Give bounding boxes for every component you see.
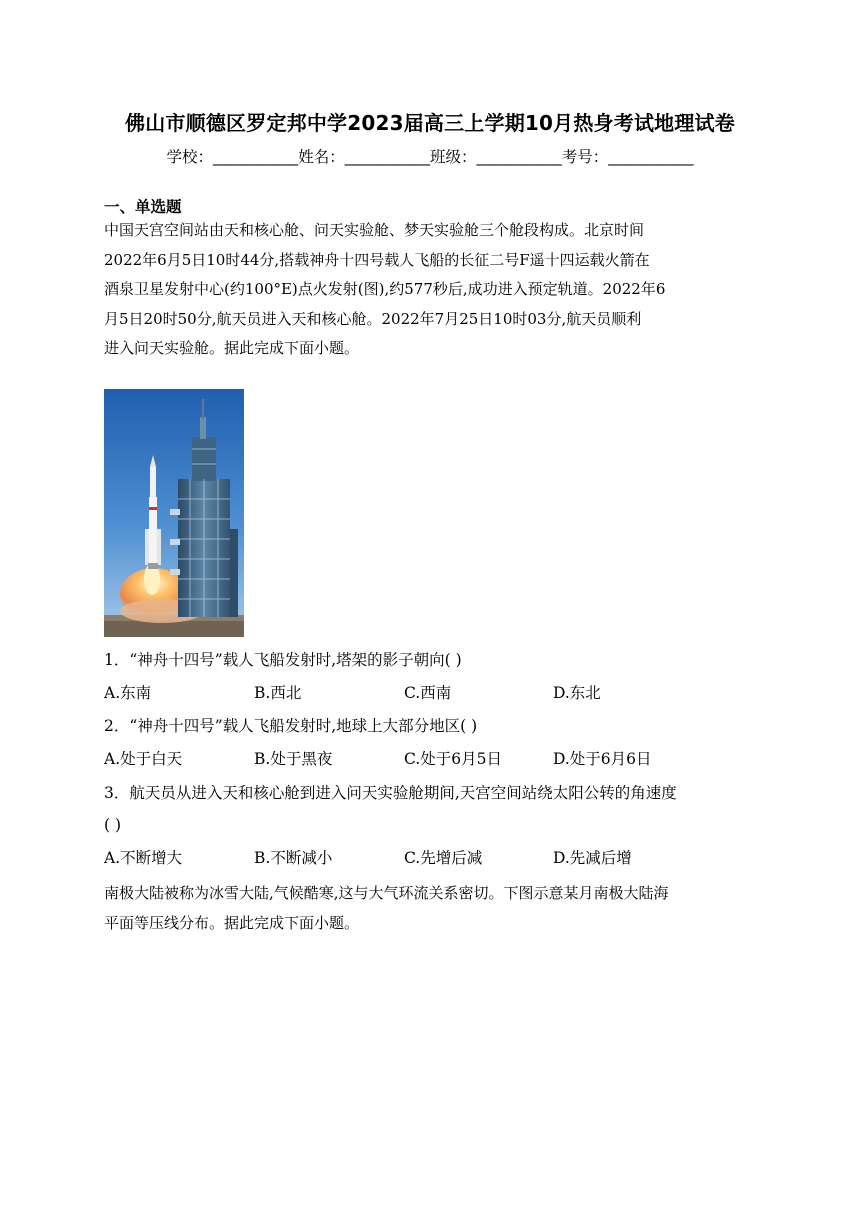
passage-line: 酒泉卫星发射中心(约100°E)点火发射(图),约577秒后,成功进入预定轨道。2022年6 xyxy=(104,280,666,298)
passage-line: 进入问天实验舱。据此完成下面小题。 xyxy=(104,339,360,357)
passage-line: 中国天宫空间站由天和核心舱、问天实验舱、梦天实验舱三个舱段构成。北京时间 xyxy=(104,221,645,239)
question-2-options xyxy=(104,747,760,771)
option-c: C.西南 xyxy=(404,684,452,702)
option-c: C.先增后减 xyxy=(404,849,483,867)
exam-title: 佛山市顺德区罗定邦中学2023届高三上学期10月热身考试地理试卷 xyxy=(125,111,735,135)
student-info-line: 学校：___________姓名：___________班级：___________考号：___________ xyxy=(166,148,694,166)
question-3-stem-continued: ( ) xyxy=(104,816,122,834)
option-b: B.处于黑夜 xyxy=(254,750,333,768)
option-a: A.处于白天 xyxy=(104,750,183,768)
section-heading: 一、单选题 xyxy=(104,198,182,216)
option-b: B.西北 xyxy=(254,684,302,702)
passage-2 xyxy=(104,879,760,938)
option-a: A.不断增大 xyxy=(104,849,183,867)
rocket-launch-photo xyxy=(104,389,244,637)
question-3-stem: 3．航天员从进入天和核心舱到进入问天实验舱期间,天宫空间站绕太阳公转的角速度 xyxy=(104,784,677,802)
question-3-options xyxy=(104,846,760,870)
question-1-options xyxy=(104,681,760,705)
option-d: D.先减后增 xyxy=(553,849,632,867)
option-b: B.不断减小 xyxy=(254,849,333,867)
option-c: C.处于6月5日 xyxy=(404,750,502,768)
option-d: D.处于6月6日 xyxy=(553,750,652,768)
question-2-stem: 2．“神舟十四号”载人飞船发射时,地球上大部分地区( ) xyxy=(104,717,478,735)
passage-line: 南极大陆被称为冰雪大陆,气候酷寒,这与大气环流关系密切。下图示意某月南极大陆海 xyxy=(104,884,669,902)
passage-line: 月5日20时50分,航天员进入天和核心舱。2022年7月25日10时03分,航天员顺利 xyxy=(104,309,642,328)
option-a: A.东南 xyxy=(104,684,152,702)
passage-line: 平面等压线分布。据此完成下面小题。 xyxy=(104,913,360,932)
passage-line: 2022年6月5日10时44分,搭载神舟十四号载人飞船的长征二号F遥十四运载火箭在 xyxy=(104,250,650,269)
question-1-stem: 1．“神舟十四号”载人飞船发射时,塔架的影子朝向( ) xyxy=(104,651,462,669)
passage-1 xyxy=(104,216,760,364)
option-d: D.东北 xyxy=(553,684,601,702)
